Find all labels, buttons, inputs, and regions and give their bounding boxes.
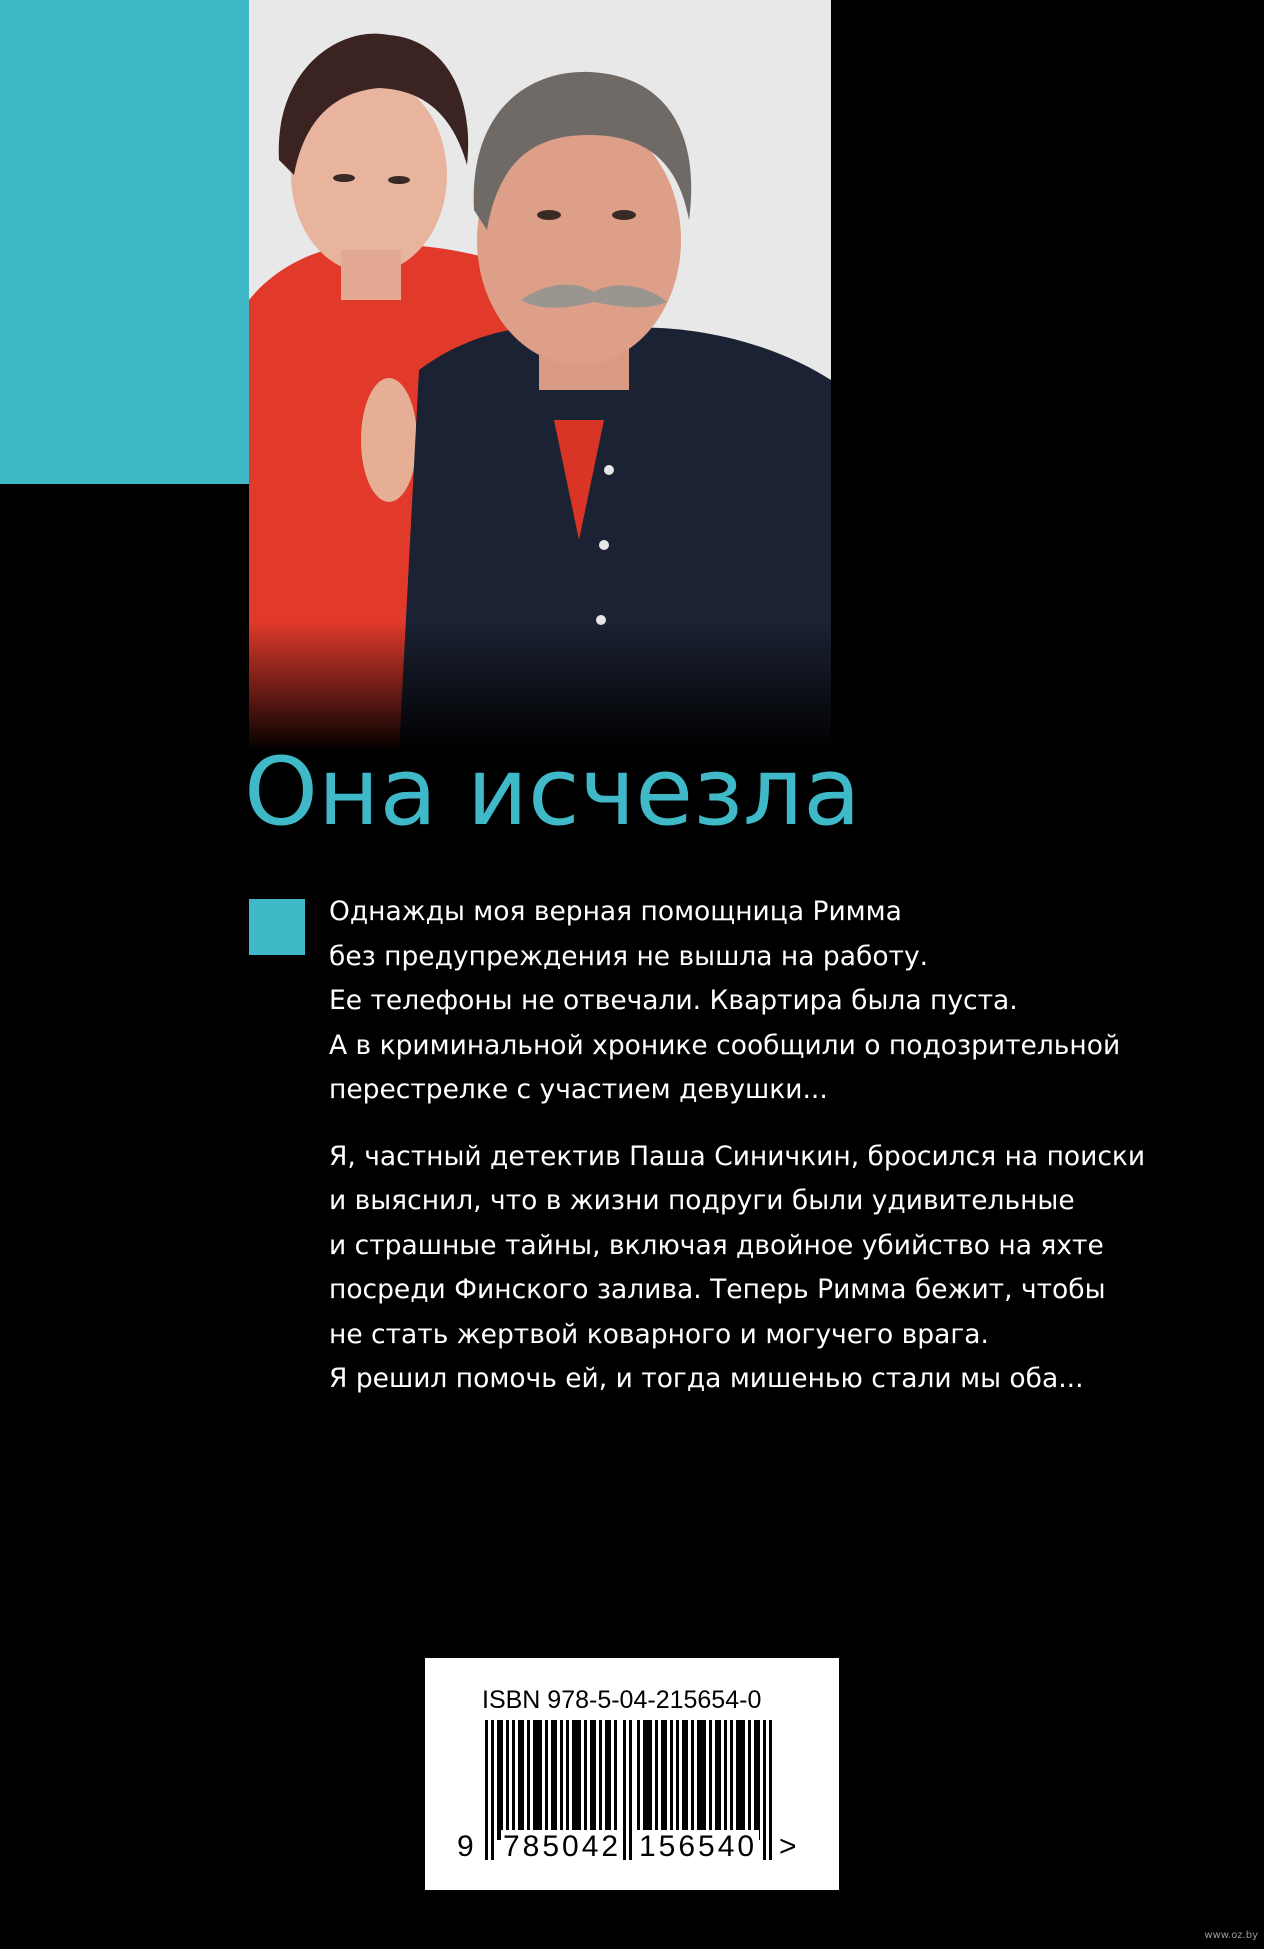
blurb-line: Я решил помочь ей, и тогда мишенью стали мы оба...	[329, 1363, 1084, 1394]
barcode-digits	[425, 1830, 839, 1870]
blurb-line: А в криминальной хронике сообщили о подозрительной	[329, 1029, 1121, 1061]
barcode-right-group: 156540	[639, 1830, 758, 1863]
blurb-line: без предупреждения не вышла на работу.	[329, 940, 929, 972]
blurb-line: не стать жертвой коварного и могучего врага.	[329, 1318, 989, 1350]
blurb-line: Однажды моя верная помощница Римма	[329, 896, 902, 927]
blurb-line: и страшные тайны, включая двойное убийство на яхте	[329, 1229, 1104, 1261]
barcode-lead-digit: 9	[457, 1830, 474, 1863]
author-photo	[249, 0, 831, 752]
isbn-number: ISBN 978-5-04-215654-0	[482, 1686, 762, 1714]
barcode-left-group: 785042	[503, 1830, 622, 1863]
author-photo-illustration	[249, 0, 831, 752]
teal-decorative-block	[0, 0, 249, 484]
book-title: Она исчезла	[244, 738, 861, 847]
blurb-line: и выяснил, что в жизни подруги были удивительные	[329, 1185, 1075, 1216]
blurb-paragraph	[329, 1135, 1146, 1402]
blurb-line: посреди Финского залива. Теперь Римма бежит, чтобы	[329, 1274, 1106, 1305]
blurb-line: Я, частный детектив Паша Синичкин, бросился на поиски	[329, 1140, 1146, 1172]
teal-square-bullet	[249, 899, 305, 955]
blurb-line: Ее телефоны не отвечали. Квартира была пуста.	[329, 985, 1018, 1016]
isbn-barcode-panel	[425, 1658, 839, 1890]
blurb-text	[329, 890, 1146, 1402]
blurb-paragraph	[329, 890, 1129, 1113]
watermark: www.oz.by	[1204, 1930, 1258, 1941]
barcode-trailer: >	[779, 1830, 797, 1863]
blurb-line: перестрелке с участием девушки...	[329, 1074, 828, 1105]
